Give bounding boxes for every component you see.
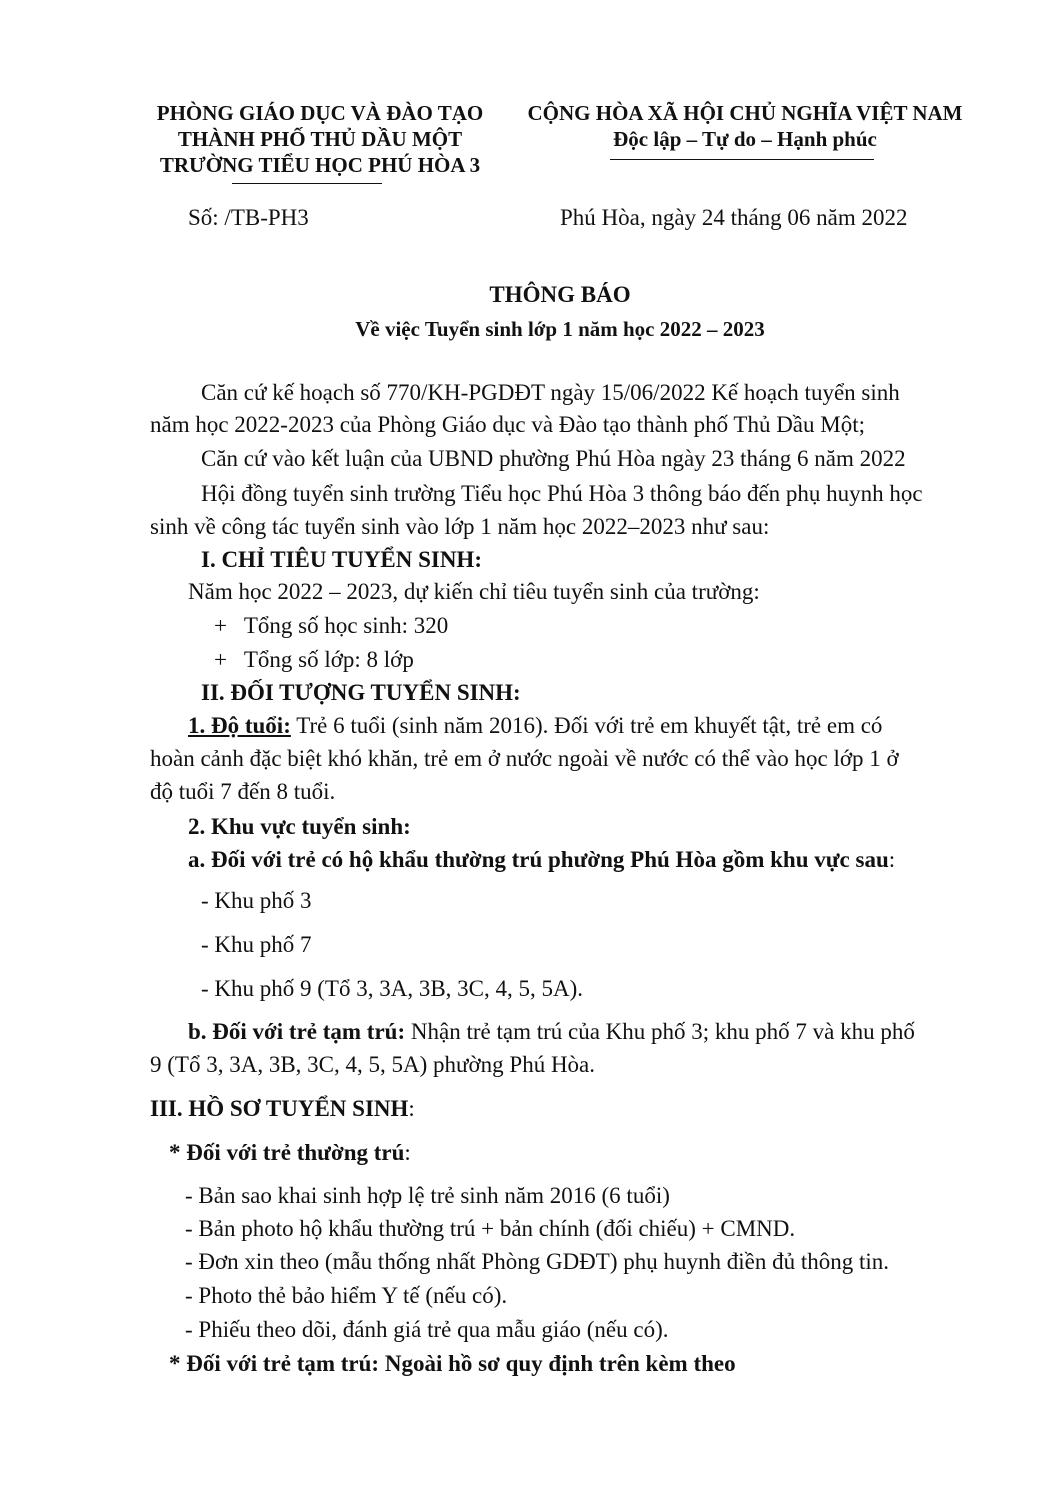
header-right	[510, 100, 980, 152]
area-list-item: - Khu phố 3	[201, 888, 312, 913]
area-a-colon: :	[888, 847, 896, 872]
dept-name: PHÒNG GIÁO DỤC VÀ ĐÀO TẠO	[156, 101, 484, 125]
section-heading: I. CHỈ TIÊU TUYỂN SINH:	[201, 547, 482, 572]
doc-item: - Phiếu theo dõi, đánh giá trẻ qua mẫu giáo (nếu có).	[185, 1317, 669, 1342]
area-a	[188, 845, 895, 875]
area-list-item: - Khu phố 9 (Tổ 3, 3A, 3B, 3C, 4, 5, 5A).	[201, 976, 584, 1001]
doc-item: - Bản photo hộ khẩu thường trú + bản chính (đối chiếu) + CMND.	[185, 1216, 796, 1241]
area-b-line: 9 (Tổ 3, 3A, 3B, 3C, 4, 5, 5A) phường Phú Hòa.	[150, 1052, 596, 1077]
country-name: CỘNG HÒA XÃ HỘI CHỦ NGHĨA VIỆT NAM	[527, 101, 963, 125]
school-name: TRƯỜNG TIỂU HỌC PHÚ HÒA 3	[159, 153, 481, 177]
doc-item: - Đơn xin theo (mẫu thống nhất Phòng GDĐT) phụ huynh điền đủ thông tin.	[185, 1249, 890, 1274]
intro-line: Căn cứ vào kết luận của UBND phường Phú Hòa ngày 23 tháng 6 năm 2022	[201, 446, 906, 471]
section-text: Năm học 2022 – 2023, dự kiến chỉ tiêu tuyển sinh của trường:	[188, 579, 760, 604]
age-label: 1. Độ tuổi:	[188, 713, 291, 738]
header-left	[140, 100, 500, 178]
page-subtitle: Về việc Tuyển sinh lớp 1 năm học 2022 – 2023	[355, 317, 765, 341]
intro-line: sinh về công tác tuyển sinh vào lớp 1 năm học 2022–2023 như sau:	[150, 514, 770, 539]
section-heading: II. ĐỐI TƯỢNG TUYỂN SINH:	[201, 680, 521, 705]
area-b	[188, 1017, 915, 1047]
list-item	[214, 645, 414, 675]
motto-underline	[610, 159, 874, 160]
area-list-item: - Khu phố 7	[201, 932, 312, 957]
document-number: Số: /TB-PH3	[188, 205, 309, 230]
area-b-label: b. Đối với trẻ tạm trú:	[188, 1019, 406, 1044]
list-item	[214, 611, 448, 641]
list-item-text: Tổng số học sinh: 320	[243, 613, 449, 638]
section3-heading-text: III. HỒ SƠ TUYỂN SINH	[150, 1096, 409, 1121]
temporary-heading: * Đối với trẻ tạm trú: Ngoài hồ sơ quy định trên kèm theo	[169, 1351, 736, 1376]
permanent-heading-colon: :	[404, 1140, 411, 1165]
doc-item: - Photo thẻ bảo hiểm Y tế (nếu có).	[185, 1283, 508, 1308]
intro-line: năm học 2022-2023 của Phòng Giáo dục và Đào tạo thành phố Thủ Dầu Một;	[150, 412, 865, 437]
plus-icon: +	[214, 647, 227, 672]
area-a-text: a. Đối với trẻ có hộ khẩu thường trú phường Phú Hòa gồm khu vực sau	[188, 847, 889, 872]
permanent-heading-text: * Đối với trẻ thường trú	[169, 1140, 405, 1165]
motto: Độc lập – Tự do – Hạnh phúc	[613, 127, 877, 151]
age-line	[188, 711, 882, 741]
city-name: THÀNH PHỐ THỦ DẦU MỘT	[177, 127, 463, 151]
intro-line: Căn cứ kế hoạch số 770/KH-PGDĐT ngày 15/06/2022 Kế hoạch tuyển sinh	[201, 380, 900, 405]
doc-item: - Bản sao khai sinh hợp lệ trẻ sinh năm 2016 (6 tuổi)	[185, 1183, 670, 1208]
age-text: Trẻ 6 tuổi (sinh năm 2016). Đối với trẻ em khuyết tật, trẻ em có	[290, 713, 883, 738]
section-heading	[150, 1094, 415, 1124]
area-heading: 2. Khu vực tuyển sinh:	[188, 814, 411, 839]
document-date: Phú Hòa, ngày 24 tháng 06 năm 2022	[560, 205, 908, 230]
permanent-heading	[169, 1138, 411, 1168]
area-b-text: Nhận trẻ tạm trú của Khu phố 3; khu phố 7 và khu phố	[405, 1019, 915, 1044]
intro-line: Hội đồng tuyển sinh trường Tiểu học Phú Hòa 3 thông báo đến phụ huynh học	[201, 481, 923, 506]
plus-icon: +	[214, 613, 227, 638]
page-title: THÔNG BÁO	[489, 282, 631, 307]
school-underline	[232, 183, 382, 184]
list-item-text: Tổng số lớp: 8 lớp	[243, 647, 414, 672]
age-line: độ tuổi 7 đến 8 tuổi.	[150, 779, 336, 804]
age-line: hoàn cảnh đặc biệt khó khăn, trẻ em ở nước ngoài về nước có thể vào học lớp 1 ở	[150, 746, 899, 771]
section3-heading-colon: :	[408, 1096, 415, 1121]
